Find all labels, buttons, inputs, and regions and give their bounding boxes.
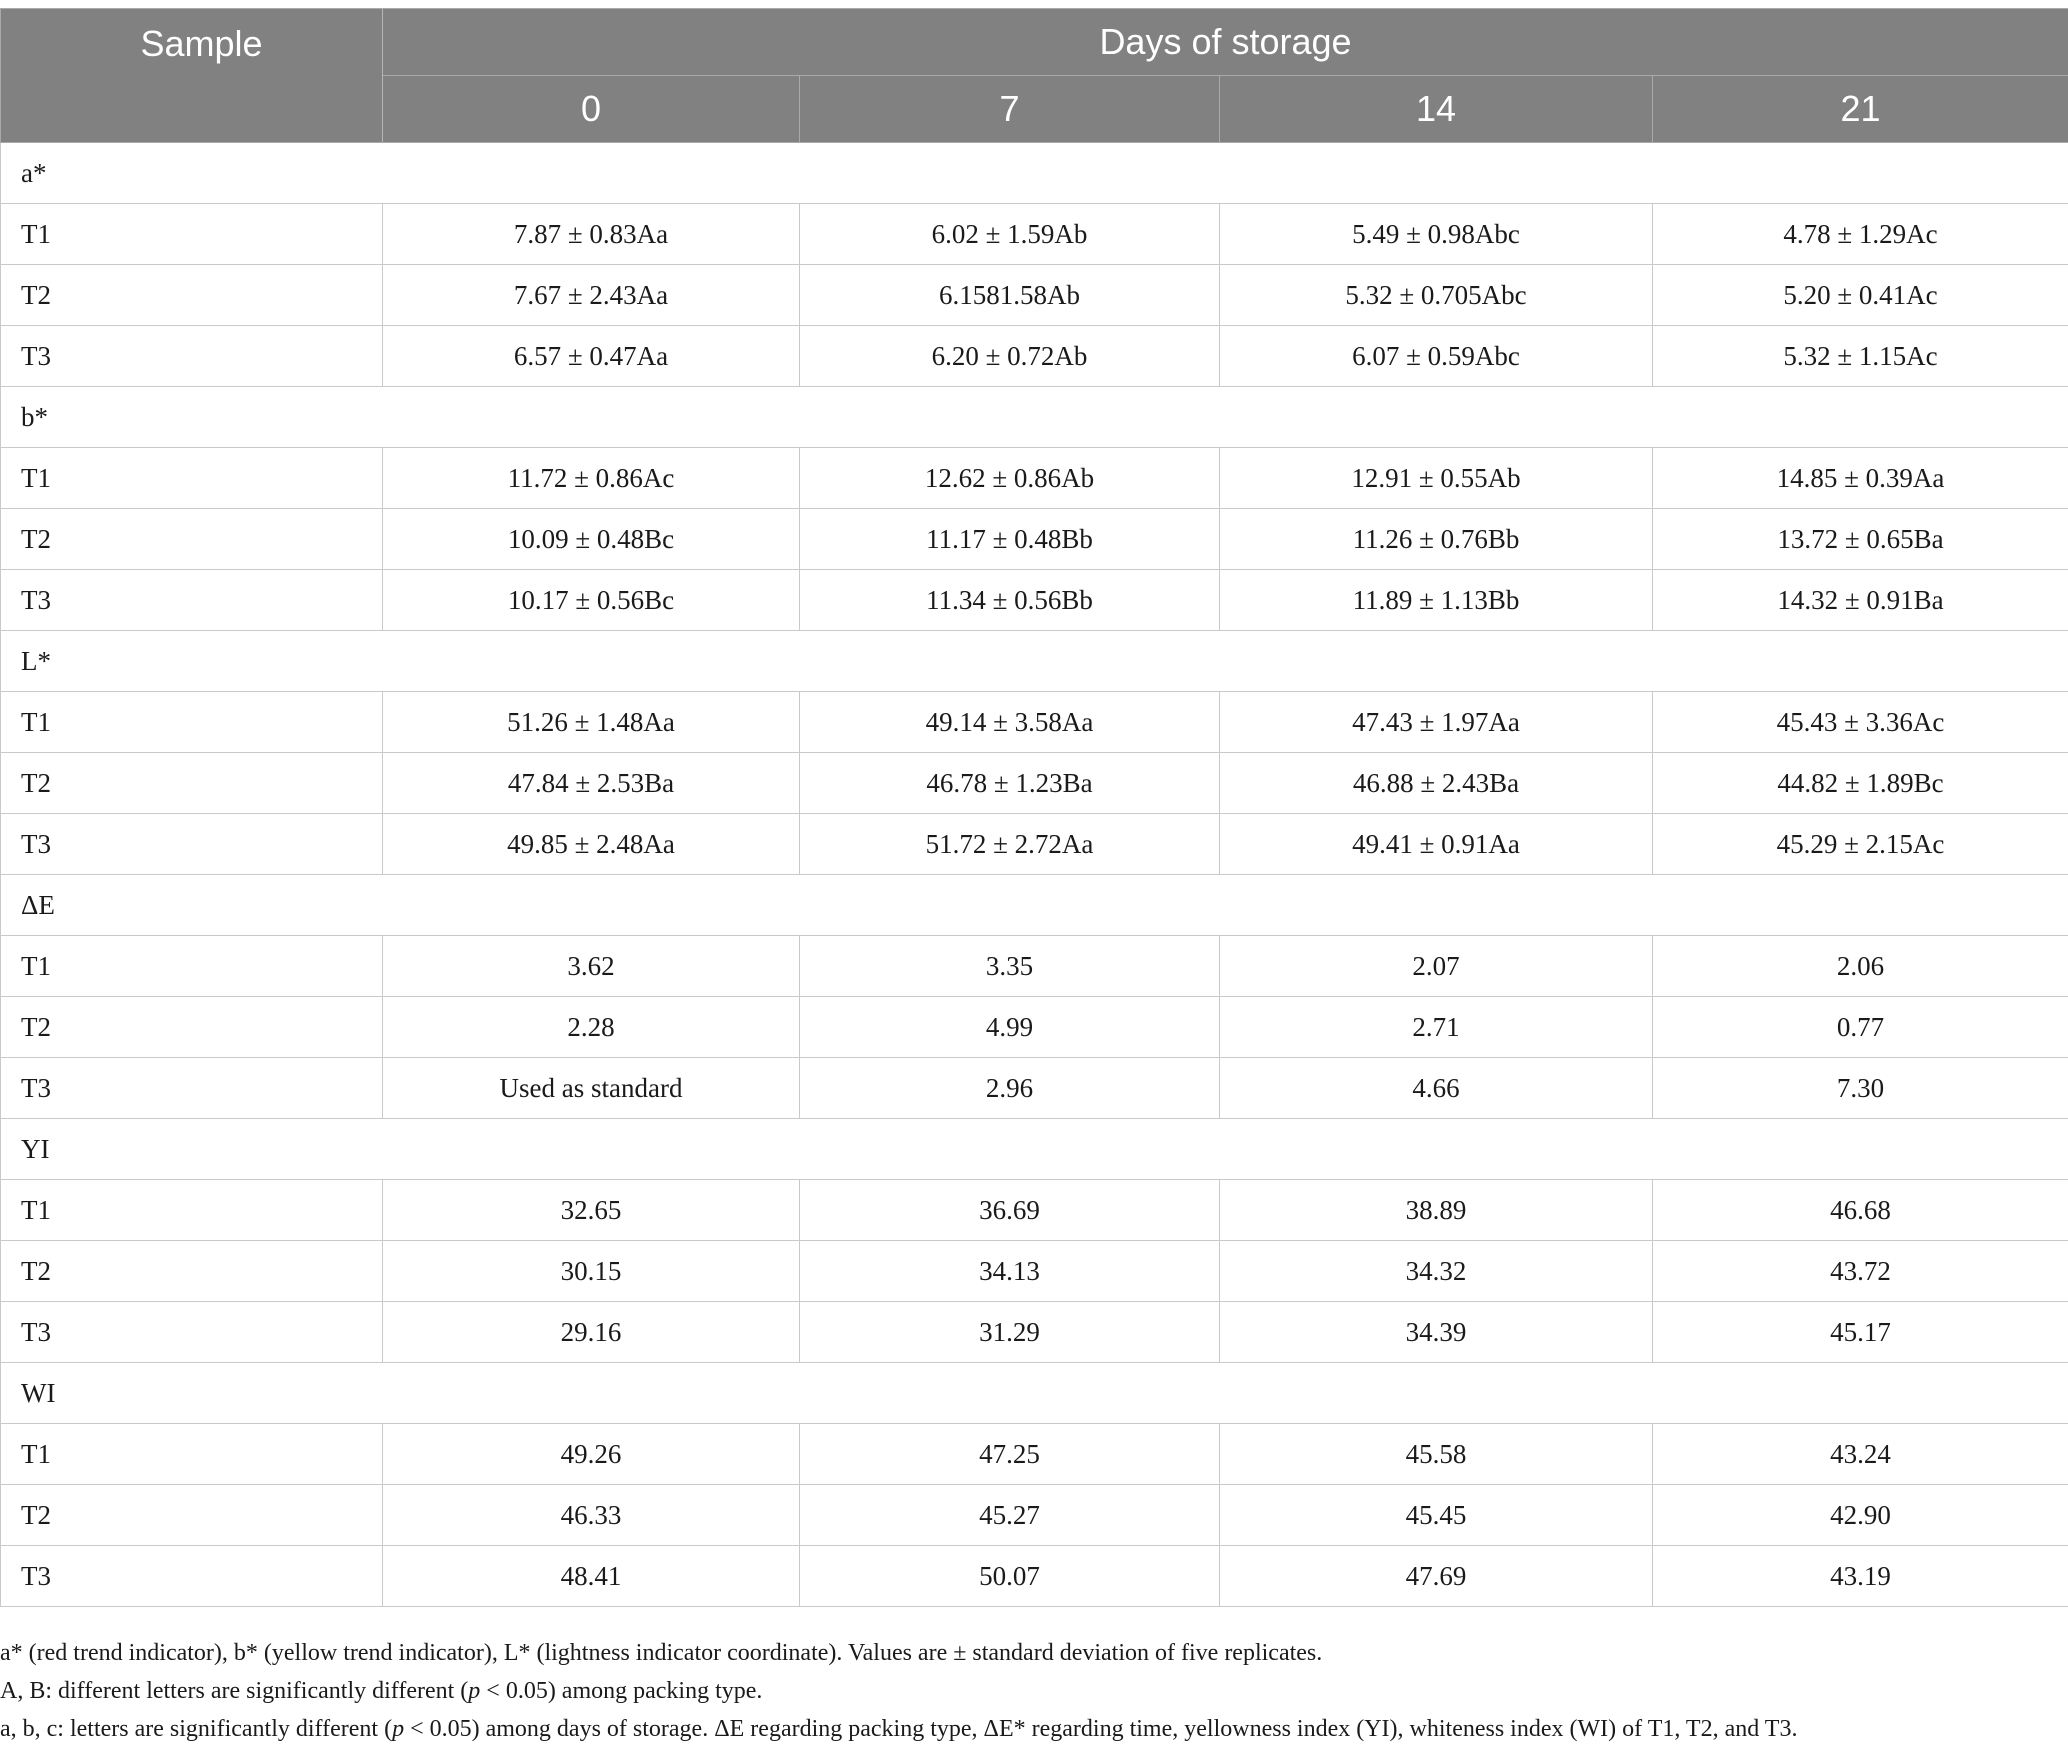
table-row	[1, 936, 2068, 997]
value-cell: 51.26 ± 1.48Aa	[383, 692, 800, 753]
footnote-3-p: p	[392, 1716, 405, 1742]
value-cell: 2.28	[383, 997, 800, 1058]
sample-cell: T2	[1, 997, 383, 1058]
table-row	[1, 1546, 2068, 1607]
value-cell: 31.29	[800, 1302, 1220, 1363]
footnote-1	[0, 1634, 2068, 1672]
sample-cell: T3	[1, 1302, 383, 1363]
value-cell: 46.68	[1653, 1180, 2068, 1241]
sample-cell: T3	[1, 1546, 383, 1607]
value-cell: 11.72 ± 0.86Ac	[383, 448, 800, 509]
table-container	[0, 8, 2068, 1607]
value-cell: 46.33	[383, 1485, 800, 1546]
sample-cell: T2	[1, 753, 383, 814]
value-cell: 49.14 ± 3.58Aa	[800, 692, 1220, 753]
value-cell: 45.58	[1220, 1424, 1653, 1485]
value-cell: 4.99	[800, 997, 1220, 1058]
table-row	[1, 448, 2068, 509]
value-cell: 45.27	[800, 1485, 1220, 1546]
value-cell: 5.20 ± 0.41Ac	[1653, 265, 2068, 326]
group-label: b*	[1, 387, 2068, 448]
value-cell: 4.66	[1220, 1058, 1653, 1119]
table-row	[1, 1058, 2068, 1119]
sample-cell: T1	[1, 448, 383, 509]
value-cell: 49.26	[383, 1424, 800, 1485]
sample-cell: T2	[1, 1241, 383, 1302]
group-label: YI	[1, 1119, 2068, 1180]
sample-cell: T3	[1, 570, 383, 631]
value-cell: 5.49 ± 0.98Abc	[1220, 204, 1653, 265]
value-cell: 11.17 ± 0.48Bb	[800, 509, 1220, 570]
value-cell: 7.87 ± 0.83Aa	[383, 204, 800, 265]
table-row	[1, 692, 2068, 753]
table-row	[1, 1424, 2068, 1485]
table-row	[1, 1485, 2068, 1546]
table-row	[1, 265, 2068, 326]
value-cell: 47.84 ± 2.53Ba	[383, 753, 800, 814]
value-cell: 29.16	[383, 1302, 800, 1363]
value-cell: 2.96	[800, 1058, 1220, 1119]
header-row-days	[1, 9, 2068, 76]
value-cell: 50.07	[800, 1546, 1220, 1607]
value-cell: 45.29 ± 2.15Ac	[1653, 814, 2068, 875]
group-label: a*	[1, 143, 2068, 204]
value-cell: 36.69	[800, 1180, 1220, 1241]
value-cell: 6.20 ± 0.72Ab	[800, 326, 1220, 387]
value-cell: 0.77	[1653, 997, 2068, 1058]
group-label: ΔE	[1, 875, 2068, 936]
value-cell: 11.89 ± 1.13Bb	[1220, 570, 1653, 631]
value-cell: 3.62	[383, 936, 800, 997]
value-cell: 6.07 ± 0.59Abc	[1220, 326, 1653, 387]
table-row	[1, 1302, 2068, 1363]
table-header	[1, 9, 2068, 143]
value-cell: 32.65	[383, 1180, 800, 1241]
days-of-storage-header: Days of storage	[383, 9, 2068, 76]
value-cell: 3.35	[800, 936, 1220, 997]
color-parameters-table	[0, 8, 2068, 1607]
footnote-3-post: < 0.05) among days of storage. ΔE regarding packing type, ΔE* regarding time, yellowness index (YI), whiteness index (WI) of T1, T2, and T3.	[404, 1716, 1798, 1742]
value-cell: 2.71	[1220, 997, 1653, 1058]
group-row	[1, 1363, 2068, 1424]
value-cell: 49.41 ± 0.91Aa	[1220, 814, 1653, 875]
sample-cell: T2	[1, 265, 383, 326]
table-row	[1, 997, 2068, 1058]
value-cell: 43.72	[1653, 1241, 2068, 1302]
footnote-3	[0, 1710, 2068, 1748]
table-row	[1, 814, 2068, 875]
value-cell: 12.91 ± 0.55Ab	[1220, 448, 1653, 509]
day-21-header: 21	[1653, 76, 2068, 143]
group-label: L*	[1, 631, 2068, 692]
sample-cell: T1	[1, 692, 383, 753]
value-cell: 13.72 ± 0.65Ba	[1653, 509, 2068, 570]
group-row	[1, 143, 2068, 204]
value-cell: 10.09 ± 0.48Bc	[383, 509, 800, 570]
value-cell: 6.57 ± 0.47Aa	[383, 326, 800, 387]
value-cell: 43.24	[1653, 1424, 2068, 1485]
sample-cell: T2	[1, 1485, 383, 1546]
value-cell: 45.43 ± 3.36Ac	[1653, 692, 2068, 753]
value-cell: 7.30	[1653, 1058, 2068, 1119]
table-body	[1, 143, 2068, 1607]
value-cell: 38.89	[1220, 1180, 1653, 1241]
value-cell: 30.15	[383, 1241, 800, 1302]
value-cell: 51.72 ± 2.72Aa	[800, 814, 1220, 875]
table-row	[1, 1241, 2068, 1302]
group-row	[1, 875, 2068, 936]
group-row	[1, 1119, 2068, 1180]
table-row	[1, 1180, 2068, 1241]
day-0-header: 0	[383, 76, 800, 143]
value-cell: 7.67 ± 2.43Aa	[383, 265, 800, 326]
table-row	[1, 753, 2068, 814]
sample-cell: T3	[1, 814, 383, 875]
footnote-3-pre: a, b, c: letters are significantly different (	[0, 1716, 393, 1742]
value-cell: 49.85 ± 2.48Aa	[383, 814, 800, 875]
value-cell: 46.78 ± 1.23Ba	[800, 753, 1220, 814]
value-cell: 43.19	[1653, 1546, 2068, 1607]
value-cell: 2.07	[1220, 936, 1653, 997]
value-cell: 34.39	[1220, 1302, 1653, 1363]
value-cell: 42.90	[1653, 1485, 2068, 1546]
value-cell: 2.06	[1653, 936, 2068, 997]
value-cell: 47.25	[800, 1424, 1220, 1485]
value-cell: 48.41	[383, 1546, 800, 1607]
sample-cell: T3	[1, 1058, 383, 1119]
table-row	[1, 326, 2068, 387]
group-row	[1, 387, 2068, 448]
sample-cell: T3	[1, 326, 383, 387]
value-cell: Used as standard	[383, 1058, 800, 1119]
value-cell: 14.85 ± 0.39Aa	[1653, 448, 2068, 509]
footnote-2	[0, 1672, 2068, 1710]
value-cell: 12.62 ± 0.86Ab	[800, 448, 1220, 509]
value-cell: 47.69	[1220, 1546, 1653, 1607]
footnote-2-p: p	[468, 1678, 481, 1704]
footnote-2-pre: A, B: different letters are significantly different (	[0, 1678, 469, 1704]
value-cell: 45.17	[1653, 1302, 2068, 1363]
table-footnotes	[0, 1634, 2068, 1748]
value-cell: 34.13	[800, 1241, 1220, 1302]
group-row	[1, 631, 2068, 692]
table-row	[1, 204, 2068, 265]
value-cell: 44.82 ± 1.89Bc	[1653, 753, 2068, 814]
day-7-header: 7	[800, 76, 1220, 143]
value-cell: 6.02 ± 1.59Ab	[800, 204, 1220, 265]
value-cell: 5.32 ± 0.705Abc	[1220, 265, 1653, 326]
footnote-1-text: a* (red trend indicator), b* (yellow trend indicator), L* (lightness indicator coordinate). Values are ± standard deviation of five replicates.	[0, 1640, 1323, 1666]
sample-cell: T1	[1, 1424, 383, 1485]
sample-cell: T1	[1, 936, 383, 997]
value-cell: 47.43 ± 1.97Aa	[1220, 692, 1653, 753]
table-row	[1, 570, 2068, 631]
value-cell: 46.88 ± 2.43Ba	[1220, 753, 1653, 814]
sample-cell: T2	[1, 509, 383, 570]
value-cell: 11.34 ± 0.56Bb	[800, 570, 1220, 631]
day-14-header: 14	[1220, 76, 1653, 143]
footnote-2-post: < 0.05) among packing type.	[480, 1678, 763, 1704]
table-row	[1, 509, 2068, 570]
sample-cell: T1	[1, 1180, 383, 1241]
value-cell: 5.32 ± 1.15Ac	[1653, 326, 2068, 387]
value-cell: 14.32 ± 0.91Ba	[1653, 570, 2068, 631]
sample-cell: T1	[1, 204, 383, 265]
sample-column-header: Sample	[1, 9, 383, 143]
value-cell: 4.78 ± 1.29Ac	[1653, 204, 2068, 265]
value-cell: 6.1581.58Ab	[800, 265, 1220, 326]
value-cell: 34.32	[1220, 1241, 1653, 1302]
value-cell: 45.45	[1220, 1485, 1653, 1546]
value-cell: 11.26 ± 0.76Bb	[1220, 509, 1653, 570]
group-label: WI	[1, 1363, 2068, 1424]
value-cell: 10.17 ± 0.56Bc	[383, 570, 800, 631]
